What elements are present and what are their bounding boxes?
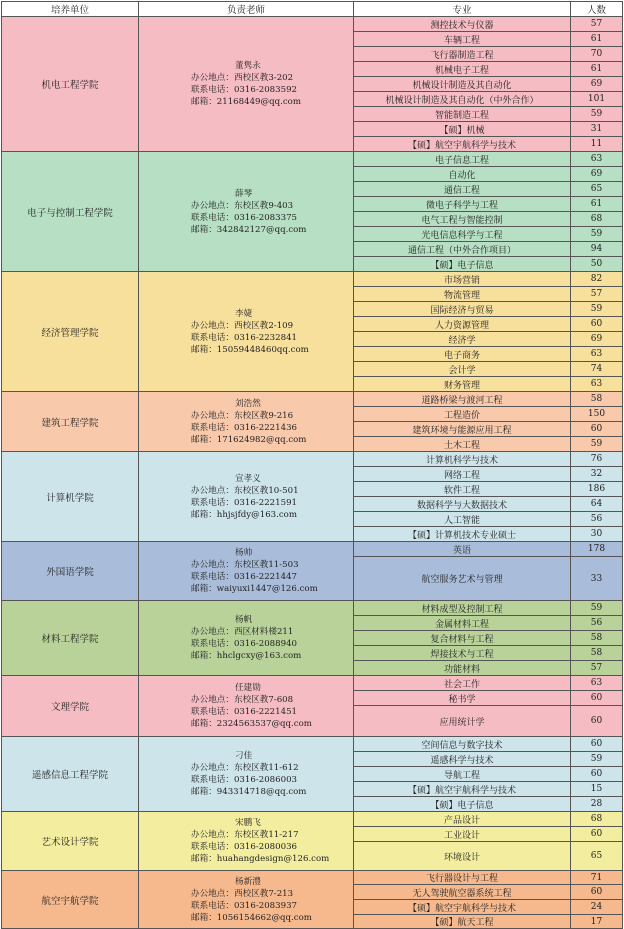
- major-cell: 国际经济与贸易: [354, 302, 571, 317]
- count-cell: 59: [571, 752, 623, 767]
- major-cell: 电子商务: [354, 347, 571, 362]
- count-cell: 76: [571, 452, 623, 467]
- count-cell: 69: [571, 77, 623, 92]
- major-cell: 建筑环境与能源应用工程: [354, 422, 571, 437]
- major-cell: 导航工程: [354, 767, 571, 782]
- table-row: [2, 676, 623, 691]
- major-cell: 【硕】计算机技术专业硕士: [354, 527, 571, 542]
- teacher-phone: 联系电话：0316-2232841: [191, 332, 298, 343]
- table-row: [2, 871, 623, 885]
- teacher-phone: 联系电话：0316-2083937: [191, 900, 298, 911]
- teacher-phone: 联系电话：0316-2080036: [191, 842, 298, 852]
- count-cell: 61: [571, 32, 623, 47]
- major-cell: 土木工程: [354, 437, 571, 452]
- unit-cell: 建筑工程学院: [2, 392, 139, 452]
- teacher-phone: 联系电话：0316-2221451: [191, 707, 298, 717]
- teacher-cell: [139, 542, 354, 601]
- major-cell: 电子信息工程: [354, 152, 571, 167]
- major-cell: 机械电子工程: [354, 62, 571, 77]
- teacher-office: 办公地点：东校区教7-608: [191, 695, 294, 705]
- teacher-office: 办公地点：东校区教9-216: [191, 410, 294, 421]
- major-cell: 英语: [354, 542, 571, 557]
- teacher-cell: [139, 452, 354, 542]
- major-cell: 焊接技术与工程: [354, 646, 571, 661]
- major-cell: 网络工程: [354, 467, 571, 482]
- major-cell: 【硕】机械: [354, 122, 571, 137]
- count-cell: 59: [571, 107, 623, 122]
- teacher-email[interactable]: 邮箱：15059448460qq.com: [191, 344, 309, 355]
- count-cell: 60: [571, 706, 623, 737]
- major-cell: 金属材料工程: [354, 616, 571, 631]
- teacher-office: 办公地点：西校区教7-213: [191, 888, 294, 899]
- major-cell: 会计学: [354, 362, 571, 377]
- major-cell: 智能制造工程: [354, 107, 571, 122]
- count-cell: 58: [571, 392, 623, 407]
- major-cell: 道路桥梁与渡河工程: [354, 392, 571, 407]
- major-cell: 财务管理: [354, 377, 571, 392]
- header-count: 人数: [571, 2, 623, 17]
- header-teacher: 负责老师: [139, 2, 354, 17]
- teacher-name: 董隽永: [235, 61, 261, 71]
- teacher-phone: 联系电话：0316-2221447: [191, 572, 298, 582]
- major-cell: 【硕】航空宇航科学与技术: [354, 137, 571, 152]
- teacher-phone: 联系电话：0316-2221591: [191, 497, 298, 508]
- table-row: [2, 601, 623, 616]
- count-cell: 32: [571, 467, 623, 482]
- count-cell: 82: [571, 272, 623, 287]
- teacher-phone: 联系电话：0316-2086003: [191, 775, 298, 785]
- table-row: [2, 152, 623, 167]
- teacher-office: 办公地点：西校区教2-109: [191, 320, 294, 331]
- unit-cell: 文理学院: [2, 676, 139, 737]
- unit-cell: 经济管理学院: [2, 272, 139, 392]
- major-cell: 人工智能: [354, 512, 571, 527]
- teacher-cell: [139, 17, 354, 152]
- count-cell: 50: [571, 257, 623, 272]
- teacher-name: 薛琴: [235, 188, 253, 199]
- major-cell: 【硕】电子信息: [354, 797, 571, 812]
- teacher-email[interactable]: 邮箱：hhjsjfdy@163.com: [191, 509, 297, 520]
- count-cell: 64: [571, 497, 623, 512]
- major-cell: 【硕】电子信息: [354, 257, 571, 272]
- count-cell: 60: [571, 737, 623, 752]
- major-cell: 空间信息与数字技术: [354, 737, 571, 752]
- count-cell: 59: [571, 601, 623, 616]
- teacher-office: 办公地点：西校区教3-202: [191, 73, 294, 83]
- teacher-office: 办公地点：东校区教11-612: [191, 763, 299, 773]
- major-cell: 光电信息科学与工程: [354, 227, 571, 242]
- major-cell: 经济学: [354, 332, 571, 347]
- count-cell: 60: [571, 422, 623, 437]
- teacher-office: 办公地点：西区材料楼211: [191, 627, 294, 637]
- major-cell: 无人驾驶航空器系统工程: [354, 885, 571, 900]
- count-cell: 186: [571, 482, 623, 497]
- table-row: [2, 452, 623, 467]
- count-cell: 63: [571, 152, 623, 167]
- major-cell: 电气工程与智能控制: [354, 212, 571, 227]
- teacher-email[interactable]: 邮箱：21168449@qq.com: [191, 97, 301, 107]
- count-cell: 30: [571, 527, 623, 542]
- major-cell: 【硕】航天工程: [354, 915, 571, 929]
- teacher-email[interactable]: 邮箱：1056154662@qq.com: [191, 912, 312, 923]
- count-cell: 178: [571, 542, 623, 557]
- major-cell: 微电子科学与工程: [354, 197, 571, 212]
- major-cell: 物流管理: [354, 287, 571, 302]
- major-cell: 【硕】航空宇航科学与技术: [354, 782, 571, 797]
- count-cell: 24: [571, 900, 623, 915]
- unit-cell: 材料工程学院: [2, 601, 139, 676]
- count-cell: 65: [571, 182, 623, 197]
- count-cell: 60: [571, 885, 623, 900]
- teacher-cell: [139, 601, 354, 676]
- count-cell: 57: [571, 661, 623, 676]
- teacher-cell: [139, 737, 354, 812]
- count-cell: 68: [571, 212, 623, 227]
- teacher-name: 刁佳: [235, 751, 253, 761]
- count-cell: 17: [571, 915, 623, 929]
- major-cell: 机械设计制造及其自动化: [354, 77, 571, 92]
- count-cell: 63: [571, 347, 623, 362]
- major-cell: 数据科学与大数据技术: [354, 497, 571, 512]
- teacher-cell: [139, 272, 354, 392]
- major-cell: 软件工程: [354, 482, 571, 497]
- count-cell: 31: [571, 122, 623, 137]
- teacher-cell: [139, 676, 354, 737]
- teacher-name: 杨帅: [235, 548, 253, 558]
- major-cell: 环境设计: [354, 842, 571, 871]
- count-cell: 59: [571, 437, 623, 452]
- count-cell: 28: [571, 797, 623, 812]
- major-cell: 测控技术与仪器: [354, 17, 571, 32]
- major-cell: 工程造价: [354, 407, 571, 422]
- teacher-name: 杨帆: [235, 615, 253, 625]
- teacher-cell: [139, 152, 354, 272]
- teacher-cell: [139, 812, 354, 871]
- count-cell: 59: [571, 227, 623, 242]
- teacher-name: 刘浩然: [235, 398, 261, 409]
- unit-cell: 计算机学院: [2, 452, 139, 542]
- enrollment-table-sheet: [1, 1, 622, 929]
- teacher-email[interactable]: 邮箱：2324563537@qq.com: [191, 719, 312, 729]
- count-cell: 57: [571, 287, 623, 302]
- teacher-email[interactable]: 邮箱：342842127@qq.com: [191, 224, 307, 235]
- table-body: [2, 17, 623, 929]
- major-cell: 计算机科学与技术: [354, 452, 571, 467]
- major-cell: 人力资源管理: [354, 317, 571, 332]
- major-cell: 飞行器设计与工程: [354, 871, 571, 885]
- table-row: [2, 812, 623, 827]
- unit-cell: 航空宇航学院: [2, 871, 139, 929]
- major-cell: 工业设计: [354, 827, 571, 842]
- major-cell: 复合材料与工程: [354, 631, 571, 646]
- major-cell: 材料成型及控制工程: [354, 601, 571, 616]
- unit-cell: 电子与控制工程学院: [2, 152, 139, 272]
- teacher-cell: [139, 871, 354, 929]
- count-cell: 63: [571, 377, 623, 392]
- teacher-office: 办公地点：东校区教9-403: [191, 200, 294, 211]
- teacher-name: 宣孝义: [235, 473, 261, 484]
- major-cell: 航空服务艺术与管理: [354, 557, 571, 601]
- count-cell: 33: [571, 557, 623, 601]
- teacher-name: 杨新澧: [235, 876, 261, 887]
- teacher-name: 李婕: [235, 308, 253, 319]
- table-row: [2, 392, 623, 407]
- teacher-phone: 联系电话：0316-2088940: [191, 639, 298, 649]
- major-cell: 自动化: [354, 167, 571, 182]
- count-cell: 56: [571, 512, 623, 527]
- unit-cell: 遥感信息工程学院: [2, 737, 139, 812]
- count-cell: 71: [571, 871, 623, 885]
- count-cell: 94: [571, 242, 623, 257]
- teacher-phone: 联系电话：0316-2083375: [191, 212, 298, 223]
- enrollment-table: [1, 1, 623, 929]
- count-cell: 61: [571, 62, 623, 77]
- count-cell: 60: [571, 317, 623, 332]
- unit-cell: 外国语学院: [2, 542, 139, 601]
- major-cell: 市场营销: [354, 272, 571, 287]
- unit-cell: 机电工程学院: [2, 17, 139, 152]
- major-cell: 车辆工程: [354, 32, 571, 47]
- teacher-name: 宋鹏飞: [235, 818, 261, 828]
- count-cell: 11: [571, 137, 623, 152]
- major-cell: 通信工程（中外合作项目）: [354, 242, 571, 257]
- count-cell: 59: [571, 302, 623, 317]
- count-cell: 70: [571, 47, 623, 62]
- count-cell: 57: [571, 17, 623, 32]
- count-cell: 69: [571, 332, 623, 347]
- major-cell: 通信工程: [354, 182, 571, 197]
- table-row: [2, 17, 623, 32]
- teacher-cell: [139, 392, 354, 452]
- teacher-email[interactable]: 邮箱：hhclgcxy@163.com: [191, 651, 302, 661]
- teacher-email[interactable]: 邮箱：943314718@qq.com: [191, 787, 307, 797]
- count-cell: 56: [571, 616, 623, 631]
- count-cell: 60: [571, 691, 623, 706]
- teacher-office: 办公地点：东校区教10-501: [191, 485, 299, 496]
- teacher-phone: 联系电话：0316-2083592: [191, 85, 298, 95]
- count-cell: 58: [571, 631, 623, 646]
- count-cell: 15: [571, 782, 623, 797]
- major-cell: 秘书学: [354, 691, 571, 706]
- header-unit: 培养单位: [2, 2, 139, 17]
- count-cell: 60: [571, 767, 623, 782]
- teacher-email[interactable]: 邮箱：waiyuxi1447@126.com: [191, 584, 318, 594]
- count-cell: 61: [571, 197, 623, 212]
- count-cell: 74: [571, 362, 623, 377]
- teacher-office: 办公地点：东校区教11-217: [191, 830, 299, 840]
- count-cell: 60: [571, 827, 623, 842]
- major-cell: 机械设计制造及其自动化（中外合作）: [354, 92, 571, 107]
- major-cell: 【硕】航空宇航科学与技术: [354, 900, 571, 915]
- major-cell: 产品设计: [354, 812, 571, 827]
- teacher-email[interactable]: 邮箱：huahangdesign@126.com: [191, 854, 330, 864]
- count-cell: 63: [571, 676, 623, 691]
- major-cell: 飞行器制造工程: [354, 47, 571, 62]
- teacher-office: 办公地点：东校区教11-503: [191, 560, 299, 570]
- teacher-name: 任建勋: [235, 683, 261, 693]
- major-cell: 功能材料: [354, 661, 571, 676]
- teacher-email[interactable]: 邮箱：171624982@qq.com: [191, 434, 307, 445]
- table-row: [2, 737, 623, 752]
- count-cell: 58: [571, 646, 623, 661]
- major-cell: 应用统计学: [354, 706, 571, 737]
- table-row: [2, 272, 623, 287]
- unit-cell: 艺术设计学院: [2, 812, 139, 871]
- count-cell: 69: [571, 167, 623, 182]
- header-major: 专业: [354, 2, 571, 17]
- major-cell: 遥感科学与技术: [354, 752, 571, 767]
- count-cell: 65: [571, 842, 623, 871]
- header-row: [2, 2, 623, 17]
- count-cell: 101: [571, 92, 623, 107]
- count-cell: 68: [571, 812, 623, 827]
- major-cell: 社会工作: [354, 676, 571, 691]
- count-cell: 150: [571, 407, 623, 422]
- table-row: [2, 542, 623, 557]
- teacher-phone: 联系电话：0316-2221436: [191, 422, 298, 433]
